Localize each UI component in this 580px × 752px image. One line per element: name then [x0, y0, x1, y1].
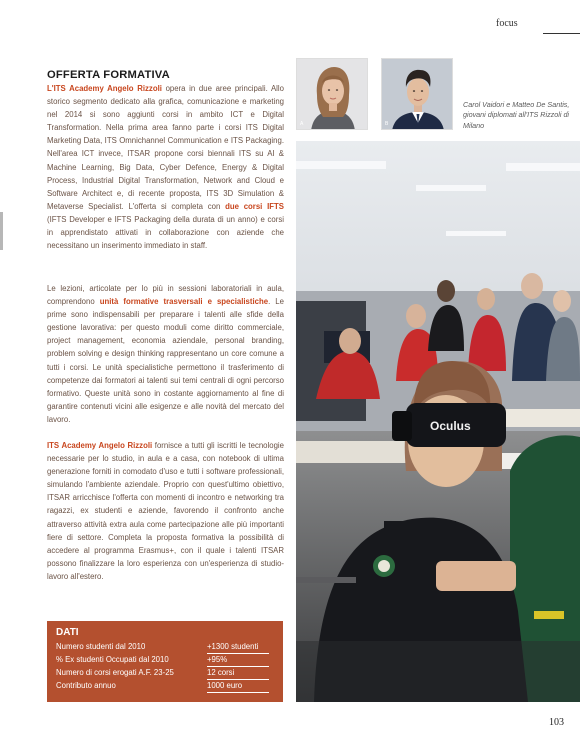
data-row-value: 12 corsi [207, 667, 269, 680]
data-row-label: % Ex studenti Occupati dal 2010 [56, 655, 169, 664]
section-title: OFFERTA FORMATIVA [47, 69, 170, 81]
paragraph-lessons [47, 282, 284, 426]
header-rule [543, 33, 580, 34]
data-summary-box [47, 621, 283, 702]
page-number: 103 [549, 717, 564, 728]
data-row-value: 1000 euro [207, 680, 269, 693]
portrait-woman-illustration [297, 59, 368, 130]
data-row-value: +95% [207, 654, 269, 667]
paragraph-intro [47, 82, 284, 252]
technology-lead: ITS Academy Angelo Rizzoli [47, 441, 153, 450]
section-header-label: focus [496, 18, 518, 29]
data-row [56, 680, 274, 693]
photo-tag-a: A [300, 121, 304, 127]
data-row-label: Numero di corsi erogati A.F. 23-25 [56, 668, 174, 677]
data-box-title: DATI [56, 627, 79, 638]
intro-highlight: due corsi IFTS [225, 201, 284, 211]
lessons-highlight: unità formative trasversali e specialistiche [99, 297, 269, 307]
paragraph-technology [47, 439, 284, 583]
lessons-text-b: . Le prime sono indispensabili per preparare i talenti alle sfide della gestione lavorativa: per questo moduli come diritto commerciale, project management, economia aziendale, personal branding, problem solving e design thinking rappresentano un core comune a tutti i corsi. Le unità specialistiche permettono il trasferimento di competenze dai formatori ai talenti sui temi centrali di ogni percorso formativo. Queste unità sono in costante aggiornamento al fine di garantire contenuti vicini alle esigenze e alle novità del mercato del lavoro. [47, 297, 284, 424]
photo-tag-b: B [385, 121, 389, 127]
photo-caption: Carol Vaidori e Matteo De Santis, giovani diplomati all'ITS Rizzoli di Milano [463, 100, 570, 130]
intro-text-a: opera in due aree principali. Allo storico segmento dedicato alla grafica, comunicazione e marketing nel 2014 si sono aggiunti corsi in ambito ICT e Digital Transformation. Nella prima area fanno parte i corsi ITS Digital Marketing Data, ITS Omnichannel Communication e ITS Packaging. Nell'area ICT invece, ITSAR propone corsi biennali ITS su AI & Machine Learning, Big Data, Cyber Defence, Energy & Digital Process, Industrial Digital Transformation, Network and Cloud e Software Architect e, di recente proposta, ITS 3D Simulation & Metaverse Specialist. L'offerta si completa con [47, 84, 284, 211]
intro-text-b: (IFTS Developer e IFTS Packaging della durata di un anno) e corsi in apprendistato attivati in collaborazione con aziende che necessitano un inserimento immediato in staff. [47, 214, 284, 251]
data-row-label: Numero studenti dal 2010 [56, 642, 146, 651]
classroom-vr-illustration [296, 141, 580, 702]
portrait-photo-matteo [381, 58, 453, 130]
data-row-value: +1300 studenti [207, 641, 269, 654]
data-row [56, 654, 274, 667]
portrait-photo-carol [296, 58, 368, 130]
data-row [56, 667, 274, 680]
classroom-vr-photo [296, 141, 580, 702]
technology-text-a: fornisce a tutti gli iscritti le tecnologie necessarie per lo studio, in aula e a casa, con notebook di ultima generazione forniti in comodato d'uso e tutti i software professionali, simulando l'ambiente aziendale. Proprio con quest'ultimo obiettivo, ITSAR arricchisce l'offerta con momenti di incontro e networking tra ragazzi, ex studenti e aziende, favorendo il confronto anche attraverso attività extra aula come partecipazione alle più importanti fiere di settore. Completa la proposta formativa la possibilità di accedere al programma Erasmus+, con il quale i talenti ITSAR possono finalizzare la loro esperienza con un'esperienza di studio-lavoro all'estero. [47, 441, 284, 581]
portrait-man-illustration [382, 59, 453, 130]
data-row-label: Contributo annuo [56, 681, 116, 690]
lessons-text-a: Le lezioni, articolate per lo più in sessioni laboratoriali in aula, comprendono [47, 284, 284, 307]
data-row [56, 641, 274, 654]
page-edge-marker [0, 212, 3, 250]
intro-lead: L'ITS Academy Angelo Rizzoli [47, 84, 162, 93]
vr-headset-brand: Oculus [430, 419, 471, 433]
